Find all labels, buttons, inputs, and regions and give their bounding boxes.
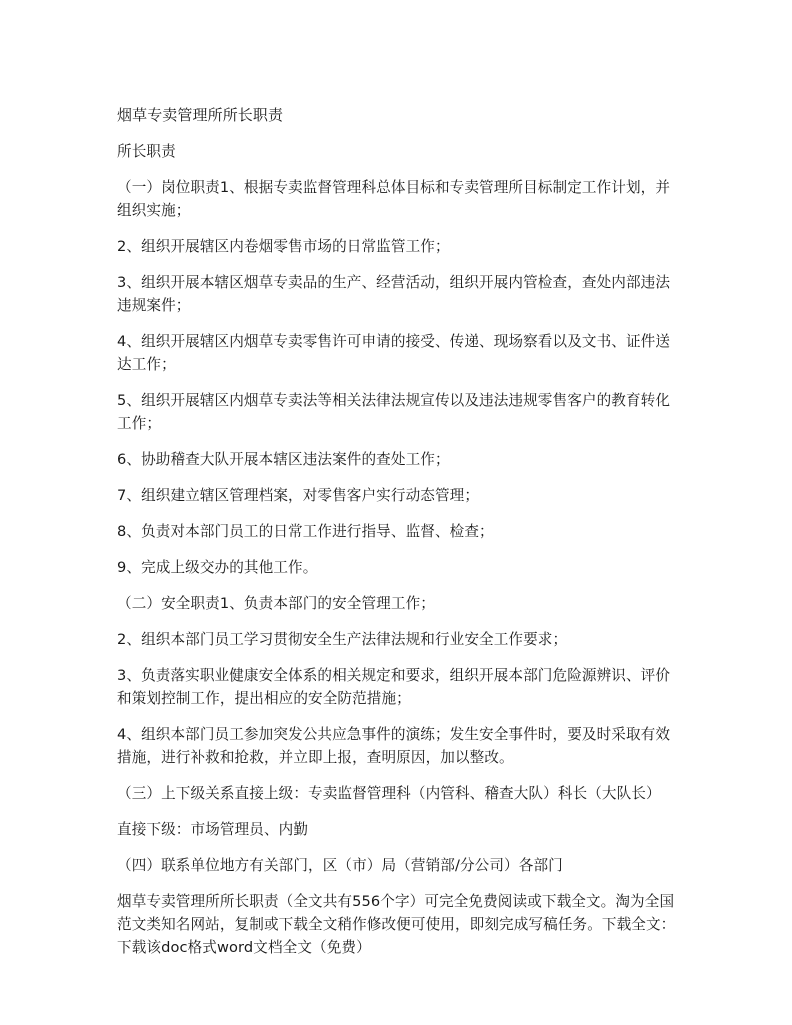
paragraph: 6、协助稽查大队开展本辖区违法案件的查处工作；	[117, 451, 450, 468]
download-notice: 烟草专卖管理所所长职责（全文共有556个字）可完全免费阅读或下载全文。淘为全国范文类知名网站，复制或下载全文稍作修改便可使用，即刻完成写稿任务。下载全文：下载该doc格式word文档全文（免费）	[117, 893, 676, 956]
paragraph: 9、完成上级交办的其他工作。	[117, 559, 318, 576]
paragraph: 5、组织开展辖区内烟草专卖法等相关法律法规宣传以及违法违规零售客户的教育转化工作；	[117, 392, 671, 432]
paragraph: 3、负责落实职业健康安全体系的相关规定和要求，组织开展本部门危险源辨识、评价和策划控制工作，提出相应的安全防范措施；	[117, 667, 671, 707]
paragraph: 7、组织建立辖区管理档案，对零售客户实行动态管理；	[117, 487, 480, 504]
document-body	[117, 104, 679, 972]
paragraph: （一）岗位职责1、根据专卖监督管理科总体目标和专卖管理所目标制定工作计划，并组织实施；	[117, 179, 671, 219]
paragraph: 2、组织本部门员工学习贯彻安全生产法律法规和行业安全工作要求；	[117, 631, 568, 648]
section-heading: 所长职责	[117, 143, 176, 160]
paragraph: 4、组织本部门员工参加突发公共应急事件的演练；发生安全事件时，要及时采取有效措施，进行补救和抢救，并立即上报，查明原因，加以整改。	[117, 726, 671, 766]
paragraph: （四）联系单位地方有关部门，区（市）局（营销部/分公司）各部门	[117, 857, 563, 874]
document-title: 烟草专卖管理所所长职责	[117, 106, 284, 124]
paragraph: （二）安全职责1、负责本部门的安全管理工作；	[117, 595, 435, 612]
paragraph: 2、组织开展辖区内卷烟零售市场的日常监管工作；	[117, 238, 450, 255]
paragraph: （三）上下级关系直接上级：专卖监督管理科（内管科、稽查大队）科长（大队长）	[117, 785, 661, 802]
paragraph: 直接下级：市场管理员、内勤	[117, 821, 309, 838]
paragraph: 8、负责对本部门员工的日常工作进行指导、监督、检查；	[117, 523, 494, 540]
paragraph: 4、组织开展辖区内烟草专卖零售许可申请的接受、传递、现场察看以及文书、证件送达工作；	[117, 333, 671, 373]
paragraph: 3、组织开展本辖区烟草专卖品的生产、经营活动，组织开展内管检查，查处内部违法违规案件；	[117, 274, 671, 314]
